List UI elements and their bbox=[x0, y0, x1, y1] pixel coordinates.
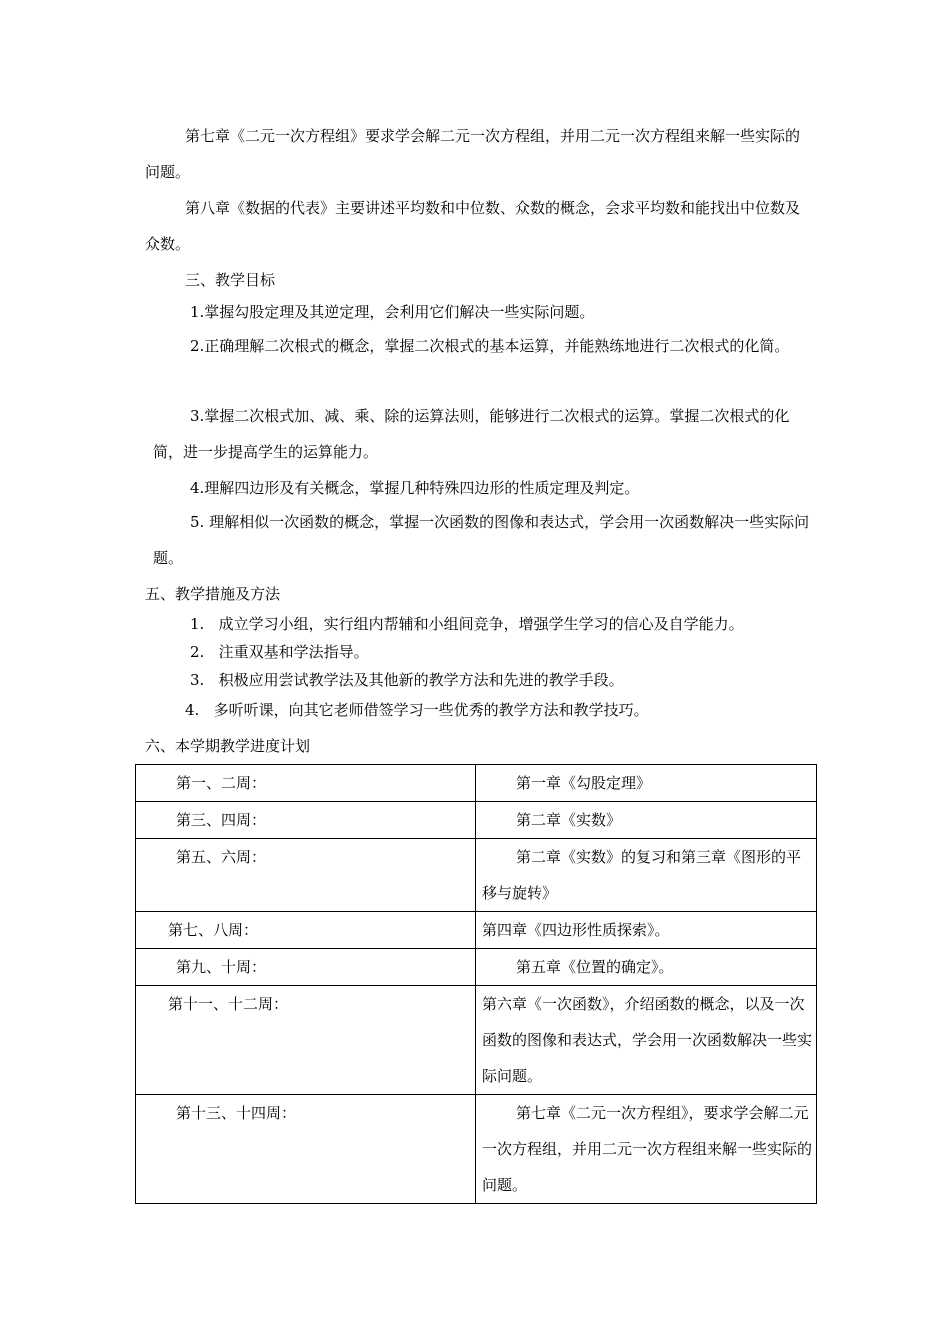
content-cell: 第二章《实数》的复习和第三章《图形的平移与旋转》 bbox=[476, 839, 817, 912]
measure-number: 2. bbox=[190, 643, 205, 661]
measure-text: 注重双基和学法指导。 bbox=[218, 643, 369, 661]
goal-item: 4.理解四边形及有关概念，掌握几种特殊四边形的性质定理及判定。 bbox=[190, 479, 640, 497]
goal-item: 3.掌握二次根式加、减、乘、除的运算法则，能够进行二次根式的运算。掌握二次根式的化简，进一步提高学生的运算能力。 bbox=[153, 407, 790, 461]
paragraph-chapter-7: 第七章《二元一次方程组》要求学会解二元一次方程组，并用二元一次方程组来解一些实际的问题。 bbox=[145, 127, 801, 181]
measures-heading: 五、教学措施及方法 bbox=[145, 585, 281, 603]
table-row bbox=[136, 1095, 817, 1204]
measure-text: 多听听课，向其它老师借签学习一些优秀的教学方法和教学技巧。 bbox=[213, 701, 649, 719]
content-cell: 第七章《二元一次方程组》，要求学会解二元一次方程组，并用二元一次方程组来解一些实际的问题。 bbox=[476, 1095, 817, 1204]
weeks-cell: 第十一、十二周： bbox=[136, 986, 476, 1095]
measure-item bbox=[185, 692, 649, 728]
content-cell: 第一章《勾股定理》 bbox=[476, 765, 817, 802]
goal-item: 5. 理解相似一次函数的概念，掌握一次函数的图像和表达式，学会用一次函数解决一些实际问题。 bbox=[153, 513, 810, 567]
measure-number: 4. bbox=[185, 701, 200, 719]
content-cell: 第五章《位置的确定》。 bbox=[476, 949, 817, 986]
weeks-cell: 第三、四周： bbox=[136, 802, 476, 839]
schedule-table bbox=[135, 764, 817, 1204]
measure-text: 成立学习小组，实行组内帮辅和小组间竞争，增强学生学习的信心及自学能力。 bbox=[218, 615, 744, 633]
content-cell: 第四章《四边形性质探索》。 bbox=[476, 912, 817, 949]
table-row bbox=[136, 802, 817, 839]
paragraph-chapter-8: 第八章《数据的代表》主要讲述平均数和中位数、众数的概念，会求平均数和能找出中位数及众数。 bbox=[145, 199, 801, 253]
goal-item: 2.正确理解二次根式的概念，掌握二次根式的基本运算，并能熟练地进行二次根式的化简。 bbox=[190, 337, 790, 355]
goals-heading: 三、教学目标 bbox=[185, 271, 276, 289]
table-row bbox=[136, 949, 817, 986]
table-row bbox=[136, 986, 817, 1095]
table-row bbox=[136, 839, 817, 912]
measure-number: 3. bbox=[190, 671, 205, 689]
weeks-cell: 第五、六周： bbox=[136, 839, 476, 912]
weeks-cell: 第七、八周： bbox=[136, 912, 476, 949]
measure-number: 1. bbox=[190, 615, 205, 633]
schedule-heading: 六、本学期教学进度计划 bbox=[145, 737, 311, 755]
content-cell: 第六章《一次函数》，介绍函数的概念，以及一次函数的图像和表达式，学会用一次函数解决一些实际问题。 bbox=[476, 986, 817, 1095]
measure-text: 积极应用尝试教学法及其他新的教学方法和先进的教学手段。 bbox=[218, 671, 624, 689]
weeks-cell: 第十三、十四周： bbox=[136, 1095, 476, 1204]
goal-item: 1.掌握勾股定理及其逆定理，会利用它们解决一些实际问题。 bbox=[190, 303, 595, 321]
content-cell: 第二章《实数》 bbox=[476, 802, 817, 839]
weeks-cell: 第九、十周： bbox=[136, 949, 476, 986]
table-row bbox=[136, 912, 817, 949]
weeks-cell: 第一、二周： bbox=[136, 765, 476, 802]
table-row bbox=[136, 765, 817, 802]
